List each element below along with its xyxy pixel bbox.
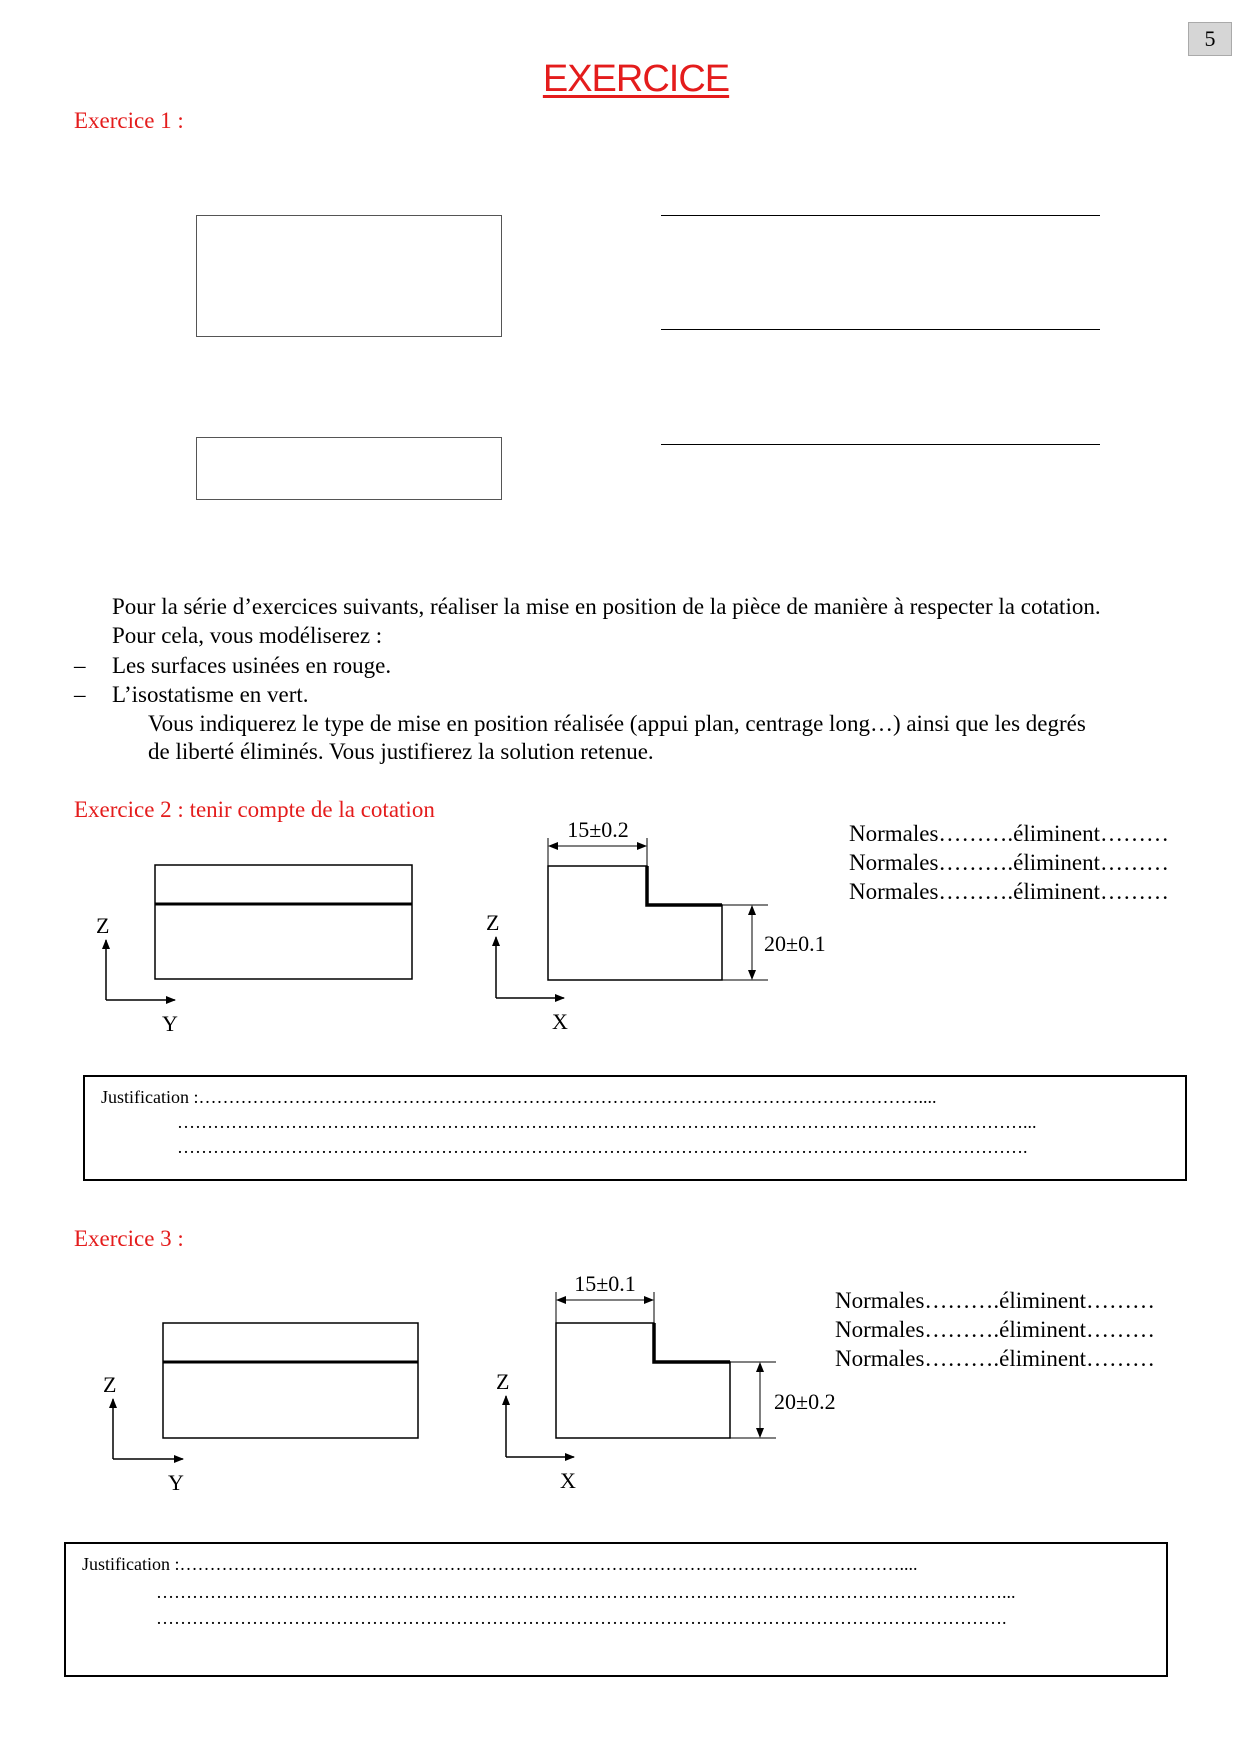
exercise2-front-label-x: X xyxy=(552,1009,568,1034)
exercise2-justification-box[interactable] xyxy=(83,1075,1187,1181)
instruction-line-1: Pour la série d’exercices suivants, réaliser la mise en position de la pièce de manière à respecter la cotation. xyxy=(112,594,1101,619)
exercise2-justification-label: Justification :………………………………………………………………………………………………………….... xyxy=(101,1087,937,1107)
page-title-text: EXERCICE xyxy=(542,58,730,100)
exercise2-side-view xyxy=(155,865,412,979)
exercise2-front-label-z: Z xyxy=(486,910,500,935)
instruction-bullet-2: L’isostatisme en vert. xyxy=(112,682,309,707)
instruction-bullet-1: Les surfaces usinées en rouge. xyxy=(112,653,392,678)
exercise3-justification-line-3: ……………………………………………………………………………………………………………………………. xyxy=(156,1608,1007,1628)
exercise1-answer-line-2 xyxy=(661,329,1100,330)
exercise3-justification-label: Justification :………………………………………………………………………………………………………….... xyxy=(82,1554,918,1574)
instruction-bullet-dash-1: – xyxy=(74,653,86,678)
exercise3-justification-box[interactable] xyxy=(64,1542,1168,1677)
exercise2-side-label-y: Y xyxy=(162,1011,178,1036)
exercise3-front-label-z: Z xyxy=(496,1369,510,1394)
exercise2-front-view xyxy=(548,866,722,980)
exercise1-box-bottom xyxy=(196,437,502,500)
exercise2-dim-width: 15±0.2 xyxy=(567,817,629,842)
exercise3-side-label-z: Z xyxy=(103,1372,117,1397)
exercise1-heading: Exercice 1 : xyxy=(74,108,184,133)
exercise3-normales-2: Normales……….éliminent……… xyxy=(835,1317,1156,1342)
exercise3-dim-width: 15±0.1 xyxy=(574,1271,636,1296)
instruction-line-2: Pour cela, vous modéliserez : xyxy=(112,623,383,648)
instruction-line-4: de liberté éliminés. Vous justifierez la solution retenue. xyxy=(148,739,654,764)
exercise2-side-label-z: Z xyxy=(96,913,110,938)
page-title xyxy=(0,58,1240,101)
exercise3-front-view xyxy=(556,1323,730,1438)
instruction-line-3: Vous indiquerez le type de mise en position réalisée (appui plan, centrage long…) ainsi que les degrés xyxy=(148,711,1086,736)
exercise2-normales-1: Normales……….éliminent……… xyxy=(849,821,1170,846)
exercise3-side-label-y: Y xyxy=(168,1470,184,1495)
page-number: 5 xyxy=(1188,22,1232,56)
exercise2-normales-3: Normales……….éliminent……… xyxy=(849,879,1170,904)
exercise3-justification-line-2: ……………………………………………………………………………………………………………………………... xyxy=(156,1582,1016,1602)
exercise3-heading: Exercice 3 : xyxy=(74,1226,184,1251)
exercise3-dim-height: 20±0.2 xyxy=(774,1389,836,1414)
exercise2-front-view-surface xyxy=(647,866,722,905)
exercise1-answer-line-1 xyxy=(661,215,1100,216)
exercise2-dim-height: 20±0.1 xyxy=(764,931,826,956)
exercise2-heading: Exercice 2 : tenir compte de la cotation xyxy=(74,797,435,822)
exercise3-normales-1: Normales……….éliminent……… xyxy=(835,1288,1156,1313)
exercise2-justification-line-3: ……………………………………………………………………………………………………………………………. xyxy=(177,1137,1028,1157)
exercise1-answer-line-3 xyxy=(661,444,1100,445)
exercise3-front-label-x: X xyxy=(560,1468,576,1493)
exercise1-box-top xyxy=(196,215,502,337)
exercise2-justification-line-2: ……………………………………………………………………………………………………………………………... xyxy=(177,1112,1037,1132)
exercise3-side-view xyxy=(163,1323,418,1438)
exercise2-normales-2: Normales……….éliminent……… xyxy=(849,850,1170,875)
exercise3-front-view-surface xyxy=(654,1323,730,1362)
exercise3-normales-3: Normales……….éliminent……… xyxy=(835,1346,1156,1371)
instruction-bullet-dash-2: – xyxy=(74,682,86,707)
